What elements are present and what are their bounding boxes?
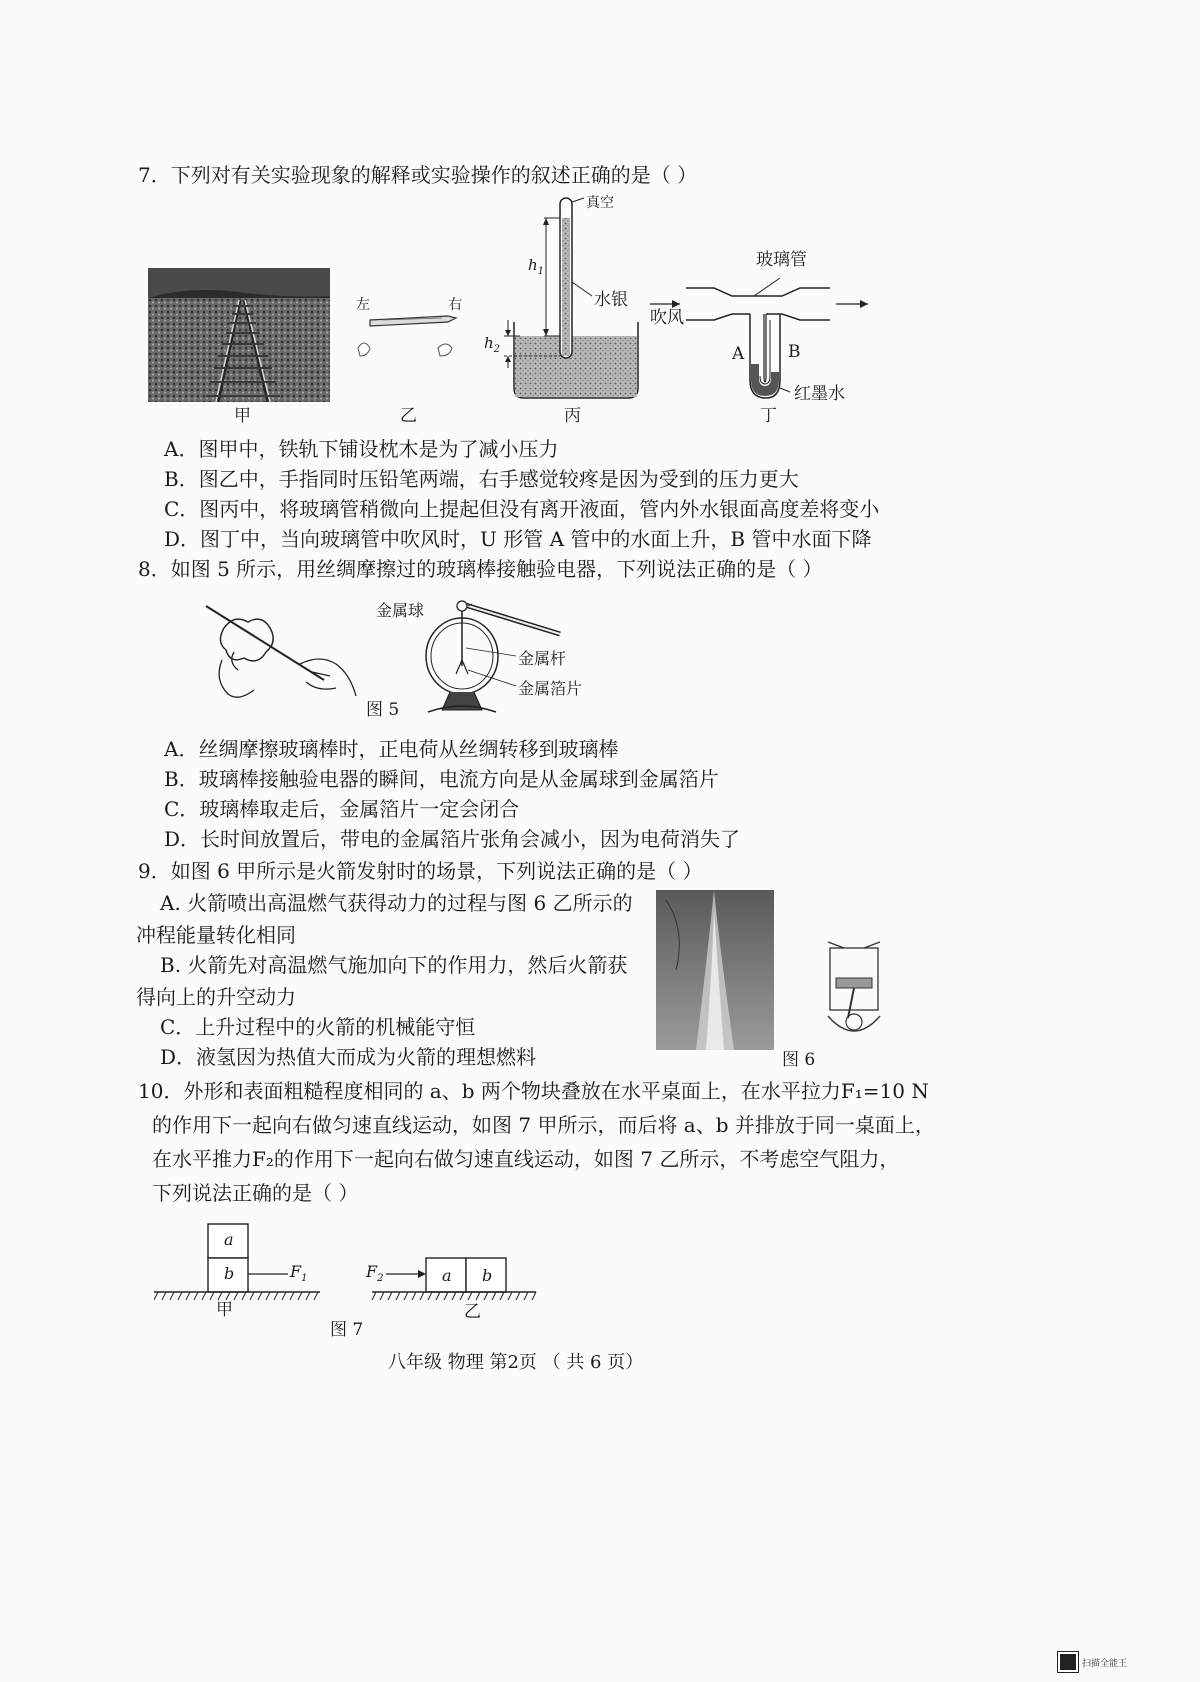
q10-line-4: 下列说法正确的是（ ）: [152, 1181, 359, 1205]
block-b-label-yi: b: [482, 1266, 493, 1285]
q9-line-4: 得向上的升空动力: [136, 985, 296, 1009]
q9-line-3: B. 火箭先对高温燃气施加向下的作用力，然后火箭获: [160, 953, 628, 977]
qr-code-icon: [1058, 1652, 1078, 1672]
q8-option-b: B．玻璃棒接触验电器的瞬间，电流方向是从金属球到金属箔片: [164, 767, 719, 791]
red-ink-label: 红墨水: [794, 384, 845, 404]
q9-line-5: C．上升过程中的火箭的机械能守恒: [160, 1015, 476, 1039]
h1-label: $h_1$: [528, 256, 545, 277]
fig7-yi-label: 乙: [464, 1302, 481, 1322]
vacuum-label: 真空: [586, 195, 614, 211]
q7-option-c: C．图丙中，将玻璃管稍微向上提起但没有离开液面，管内外水银面高度差将变小: [164, 497, 880, 521]
metal-rod-label: 金属杆: [518, 649, 567, 668]
fig-label-bing: 丙: [564, 406, 581, 426]
page-footer: 八年级 物理 第2页 （ 共 6 页）: [388, 1352, 644, 1373]
q9-line-1: A. 火箭喷出高温燃气获得动力的过程与图 6 乙所示的: [160, 891, 633, 915]
fig7-jia-label: 甲: [216, 1300, 233, 1320]
fig-label-yi: 乙: [400, 406, 417, 426]
q7-option-b: B．图乙中，手指同时压铅笔两端，右手感觉较疼是因为受到的压力更大: [164, 467, 799, 491]
metal-foil-label: 金属箔片: [518, 679, 583, 698]
engine-stroke-figure: [814, 934, 894, 1044]
fig6-caption: 图 6: [782, 1050, 816, 1070]
f1-label: $F_1$: [290, 1262, 308, 1285]
glass-tube-label: 玻璃管: [756, 250, 807, 270]
watermark-text: 扫描全能王: [1082, 1658, 1128, 1669]
mercury-label: 水银: [594, 290, 628, 310]
silk-rubbing-figure: [200, 600, 370, 710]
q7-stem: 7．下列对有关实验现象的解释或实验操作的叙述正确的是（ ）: [138, 163, 698, 187]
block-a-label-jia: a: [224, 1230, 234, 1249]
q10-line-3: 在水平推力F₂的作用下一起向右做匀速直线运动，如图 7 乙所示，不考虑空气阻力，: [152, 1147, 900, 1171]
block-b-label-jia: b: [224, 1264, 235, 1283]
block-a-label-yi: a: [442, 1266, 452, 1285]
q7-option-a: A．图甲中，铁轨下铺设枕木是为了减小压力: [164, 437, 559, 461]
q10-line-1: 10．外形和表面粗糙程度相同的 a、b 两个物块叠放在水平桌面上，在水平拉力F₁=10 N: [138, 1079, 929, 1103]
tube-a-label: A: [732, 344, 745, 364]
q8-option-a: A．丝绸摩擦玻璃棒时，正电荷从丝绸转移到玻璃棒: [164, 737, 619, 761]
q9-line-6: D．液氢因为热值大而成为火箭的理想燃料: [160, 1045, 537, 1069]
railway-photo: [148, 268, 330, 402]
q9-stem: 9．如图 6 甲所示是火箭发射时的场景，下列说法正确的是（ ）: [138, 859, 703, 883]
fig-label-jia: 甲: [234, 406, 251, 426]
f2-label: $F_2$: [366, 1262, 384, 1285]
tube-b-label: B: [788, 342, 801, 362]
metal-ball-label: 金属球: [376, 601, 425, 620]
pencil-right-label: 右: [448, 297, 462, 313]
blow-label: 吹风: [650, 308, 684, 328]
fig-label-ding: 丁: [760, 406, 777, 426]
q10-line-2: 的作用下一起向右做匀速直线运动，如图 7 甲所示，而后将 a、b 并排放于同一桌面上，: [152, 1113, 935, 1137]
pencil-left-label: 左: [356, 297, 370, 313]
q8-option-c: C．玻璃棒取走后，金属箔片一定会闭合: [164, 797, 520, 821]
scanner-watermark: [1058, 1652, 1127, 1672]
q9-line-2: 冲程能量转化相同: [136, 923, 296, 947]
side-by-side-blocks-figure: [370, 1244, 540, 1308]
q7-option-d: D．图丁中，当向玻璃管中吹风时，U 形管 A 管中的水面上升，B 管中水面下降: [164, 527, 872, 551]
fig5-caption: 图 5: [366, 700, 400, 720]
fig7-caption: 图 7: [330, 1320, 364, 1340]
q8-option-d: D．长时间放置后，带电的金属箔片张角会减小，因为电荷消失了: [164, 827, 741, 851]
q8-stem: 8．如图 5 所示，用丝绸摩擦过的玻璃棒接触验电器，下列说法正确的是（ ）: [138, 557, 823, 581]
venturi-figure: [650, 268, 880, 408]
h2-label: $h_2$: [484, 334, 501, 355]
rocket-launch-photo: [656, 890, 774, 1050]
